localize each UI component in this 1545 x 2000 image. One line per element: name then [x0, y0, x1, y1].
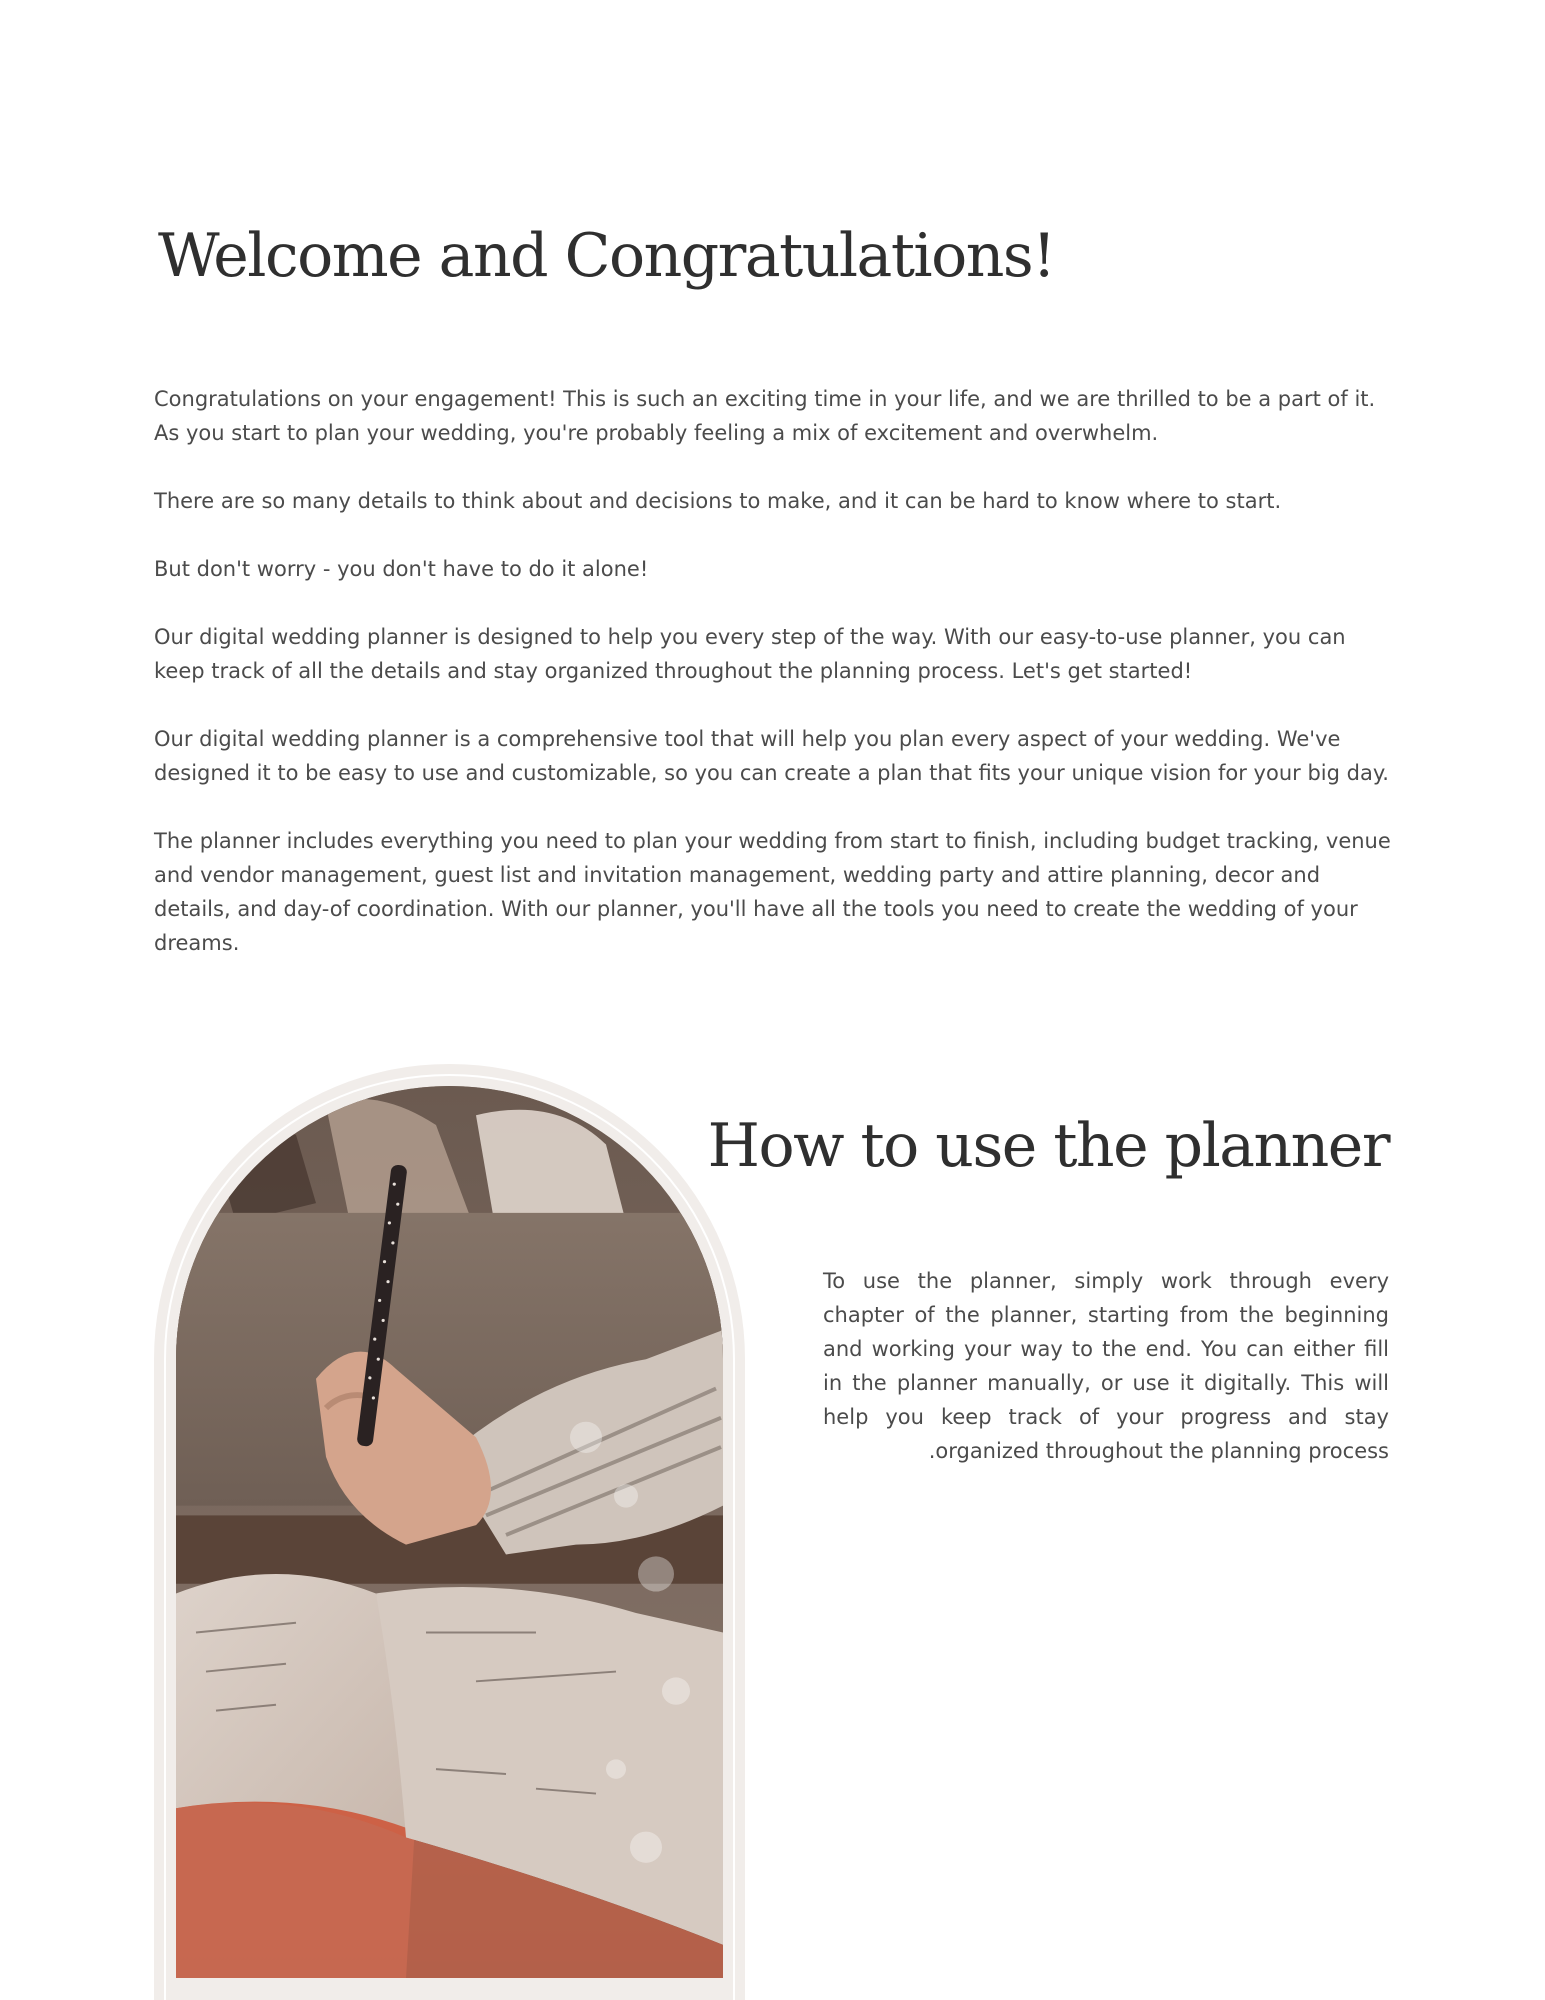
- planner-photo: [176, 1086, 723, 1978]
- arch-photo-frame: [154, 1064, 745, 2000]
- page-title: Welcome and Congratulations!: [158, 221, 1055, 291]
- intro-paragraph: The planner includes everything you need to plan your wedding from start to finish, including budget tracking, venue and vendor management, guest list and invitation management, wedding party and attire planning, decor and details, and day-of coordination. With our planner, you'll have all the tools you need to create the wedding of your dreams.: [154, 829, 1391, 955]
- intro-text: [154, 382, 1399, 994]
- how-to-body: To use the planner, simply work through every chapter of the planner, starting from the beginning and working your way to the end. You can either fill in the planner manually, or use it digitally. This will help you keep track of your progress and stay organized throughout the planning process.: [823, 1269, 1389, 1463]
- intro-paragraph: Congratulations on your engagement! This is such an exciting time in your life, and we are thrilled to be a part of it. As you start to plan your wedding, you're probably feeling a mix of excitement and overwhelm.: [154, 387, 1376, 445]
- intro-paragraph: Our digital wedding planner is a comprehensive tool that will help you plan every aspect of your wedding. We've designed it to be easy to use and customizable, so you can create a plan that fits your unique vision for your big day.: [154, 727, 1389, 785]
- intro-paragraph: Our digital wedding planner is designed to help you every step of the way. With our easy-to-use planner, you can keep track of all the details and stay organized throughout the planning process. Let's get started!: [154, 625, 1346, 683]
- planner-photo-illustration: [176, 1086, 723, 1978]
- intro-paragraph: There are so many details to think about and decisions to make, and it can be hard to know where to start.: [154, 489, 1282, 513]
- section-title: How to use the planner: [707, 1111, 1389, 1181]
- intro-paragraph: But don't worry - you don't have to do it alone!: [154, 557, 649, 581]
